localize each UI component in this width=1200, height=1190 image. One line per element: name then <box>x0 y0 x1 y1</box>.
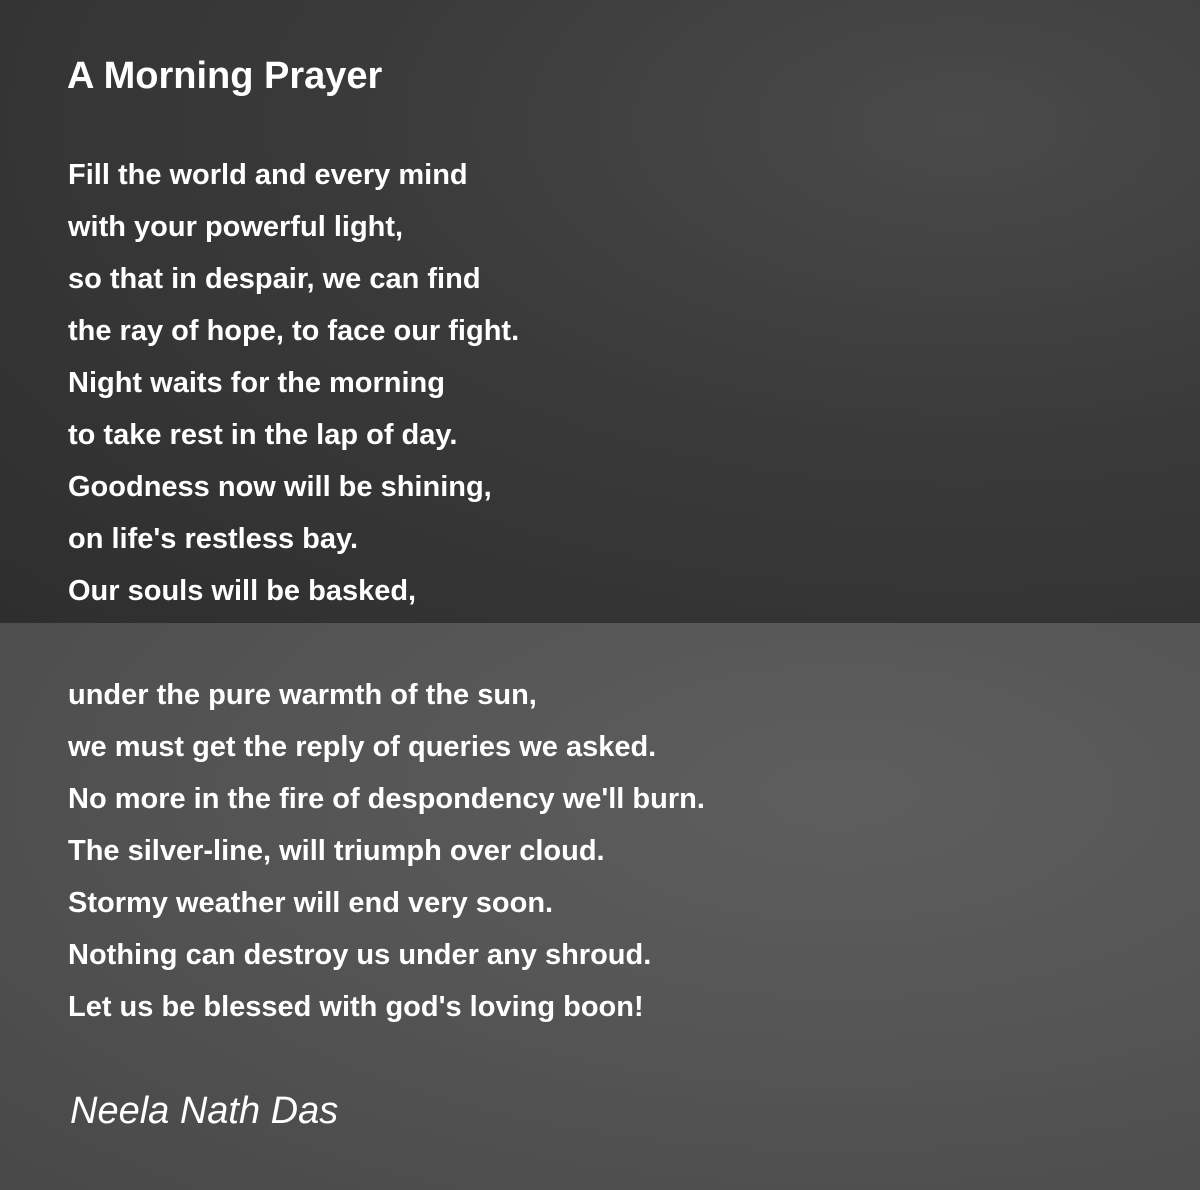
poem-line: No more in the fire of despondency we'll burn. <box>68 783 705 815</box>
poem-line: under the pure warmth of the sun, <box>68 679 537 711</box>
poem-line: Our souls will be basked, <box>68 575 417 607</box>
poem-line: The silver-line, will triumph over cloud. <box>68 835 605 867</box>
poem-line: Night waits for the morning <box>68 367 445 399</box>
poem-line: Goodness now will be shining, <box>68 471 492 503</box>
stanza-2 <box>68 669 705 1033</box>
poem-line: Nothing can destroy us under any shroud. <box>68 939 652 971</box>
poem-line: Stormy weather will end very soon. <box>68 887 554 919</box>
poem-line: to take rest in the lap of day. <box>68 419 458 451</box>
poem-line: we must get the reply of queries we asked. <box>68 731 657 763</box>
stanza-1 <box>68 149 519 617</box>
poem-line: with your powerful light, <box>68 211 404 243</box>
poem-line: so that in despair, we can find <box>68 263 481 295</box>
poem-author: Neela Nath Das <box>70 1090 339 1132</box>
poem-line: Fill the world and every mind <box>68 159 468 191</box>
poem-line: the ray of hope, to face our fight. <box>68 315 520 347</box>
poem-line: on life's restless bay. <box>68 523 359 555</box>
poem-title: A Morning Prayer <box>67 55 383 97</box>
poem-line: Let us be blessed with god's loving boon! <box>68 991 644 1023</box>
